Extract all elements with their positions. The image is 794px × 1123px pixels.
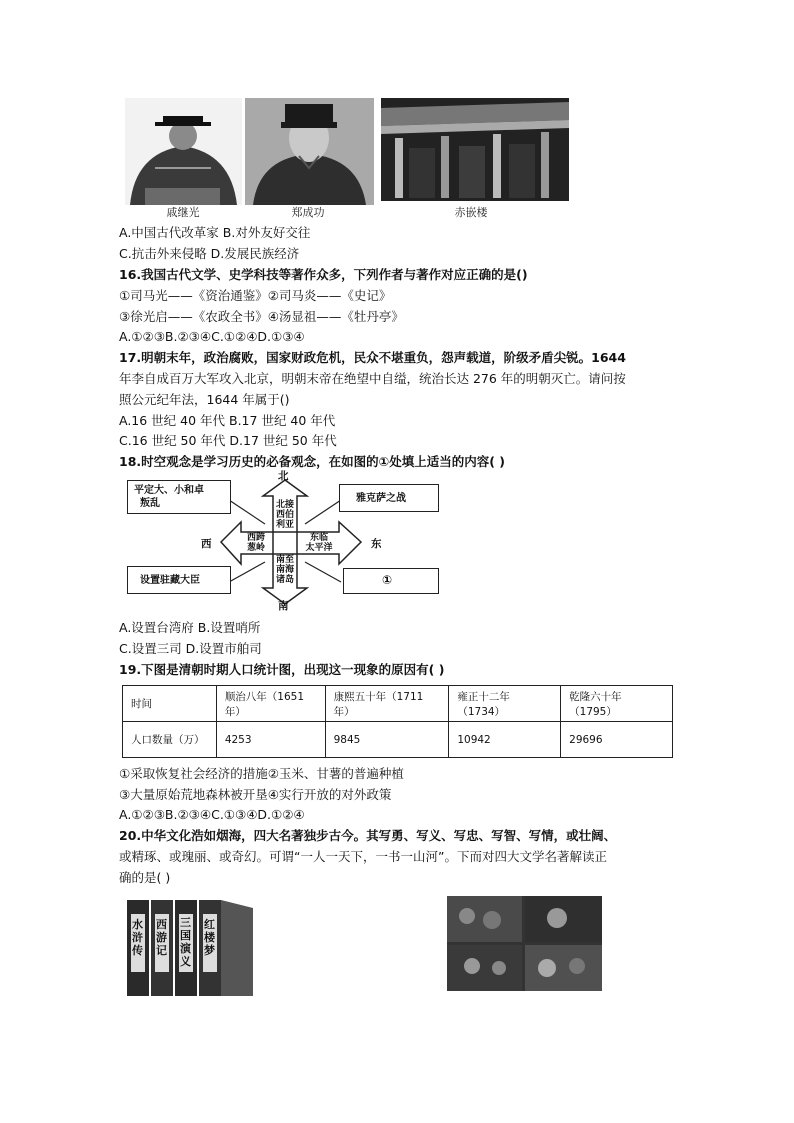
q17-options-line1: A.16 世纪 40 年代 B.17 世纪 40 年代 — [119, 413, 336, 428]
table-cell: 10942 — [449, 722, 561, 758]
four-classics-books-image — [127, 898, 255, 998]
label-west: 西 — [201, 538, 212, 550]
arrow-north-text-2: 西伯 — [275, 510, 294, 520]
arrow-north-text-3: 利亚 — [275, 520, 294, 530]
qi-jiguang-portrait — [125, 98, 242, 205]
q17-stem-line1: 17.明朝末年，政治腐败，国家财政危机，民众不堪重负，怨声载道，阶级矛盾尖锐。1644 — [119, 350, 626, 365]
table-cell: 人口数量（万） — [123, 722, 217, 758]
book-title-1: 水浒传 — [132, 918, 143, 957]
arrow-east-text-1: 东临 — [309, 533, 328, 543]
caption-zheng-chenggong: 郑成功 — [291, 206, 325, 219]
box-bottom-right: ① — [343, 568, 439, 594]
arrow-south-text-3: 诸岛 — [275, 575, 294, 585]
zheng-chenggong-figure-icon — [245, 98, 374, 205]
q16-items-line1: ①司马光——《资治通鉴》②司马炎——《史记》 — [119, 288, 392, 303]
arrow-south-text-2: 南海 — [275, 565, 294, 575]
q17-stem-line2: 年李自成百万大军攻入北京，明朝末帝在绝望中自缢，统治长达 276 年的明朝灭亡。请问按 — [119, 371, 626, 386]
label-south: 南 — [278, 600, 289, 612]
q19-options: A.①②③B.②③④C.①③④D.①②④ — [119, 807, 305, 822]
table-cell: 雍正十二年（1734） — [449, 686, 561, 722]
table-cell: 康熙五十年（1711 年） — [325, 686, 449, 722]
zheng-chenggong-portrait — [245, 98, 374, 205]
q17-options-line2: C.16 世纪 50 年代 D.17 世纪 50 年代 — [119, 433, 337, 448]
arrow-east-text-2: 太平洋 — [305, 543, 333, 553]
q16-options: A.①②③B.②③④C.①②④D.①③④ — [119, 329, 305, 344]
table-row — [123, 722, 673, 758]
q20-stem-line2: 或精琢、或瑰丽、或奇幻。可谓“一人一天下，一书一山河”。下而对四大文学名著解读正 — [119, 849, 607, 864]
arrow-west-text-1: 西跨 — [246, 533, 265, 543]
label-east: 东 — [371, 538, 382, 550]
box-bottom-left: 设置驻藏大臣 — [127, 566, 231, 594]
q18-stem: 18.时空观念是学习历史的必备观念，在如图的①处填上适当的内容( ) — [119, 454, 506, 469]
q16-stem: 16.我国古代文学、史学科技等著作众多，下列作者与著作对应正确的是() — [119, 267, 528, 282]
q17-stem-line3: 照公元纪年法，1644 年属于() — [119, 392, 290, 407]
table-cell: 29696 — [561, 722, 673, 758]
arrow-west-text — [241, 533, 271, 553]
arrow-north-text-1: 北接 — [275, 500, 294, 510]
table-cell: 时间 — [123, 686, 217, 722]
q18-options-line1: A.设置台湾府 B.设置哨所 — [119, 620, 261, 635]
q18-territory-diagram — [125, 470, 445, 612]
q19-items-line1: ①采取恢复社会经济的措施②玉米、甘薯的普遍种植 — [119, 766, 404, 781]
table-cell: 乾隆六十年（1795） — [561, 686, 673, 722]
arrow-south-text — [273, 555, 297, 585]
film-stills-icon — [447, 896, 602, 991]
table-header-row — [123, 686, 673, 722]
q16-items-line2: ③徐光启——《农政全书》④汤显祖——《牡丹亭》 — [119, 309, 404, 324]
q20-stem-line3: 确的是( ) — [119, 870, 171, 885]
label-north: 北 — [278, 470, 289, 482]
box-top-right: 雅克萨之战 — [339, 484, 439, 512]
qi-jiguang-figure-icon — [125, 98, 242, 205]
arrow-north-text — [273, 500, 297, 530]
arrow-west-text-2: 葱岭 — [246, 543, 265, 553]
chikan-tower-building-icon — [381, 98, 569, 201]
table-cell: 9845 — [325, 722, 449, 758]
book-title-4: 红楼梦 — [204, 918, 215, 957]
film-stills-collage — [447, 896, 602, 991]
q15-options-line2: C.抗击外来侵略 D.发展民族经济 — [119, 246, 300, 261]
q15-options-line1: A.中国古代改革家 B.对外友好交往 — [119, 225, 311, 240]
q18-options-line2: C.设置三司 D.设置市舶司 — [119, 641, 262, 656]
box-top-left-text-2: 叛乱 — [140, 498, 160, 509]
caption-chikan-tower: 赤嵌楼 — [454, 206, 488, 219]
q20-stem-line1: 20.中华文化浩如烟海，四大名著独步古今。其写勇、写义、写忠、写智、写情，或壮阔、 — [119, 828, 617, 843]
box-top-left — [127, 480, 231, 514]
q19-items-line2: ③大量原始荒地森林被开垦④实行开放的对外政策 — [119, 787, 392, 802]
caption-qi-jiguang: 戚继光 — [166, 206, 200, 219]
arrow-east-text — [299, 533, 339, 553]
population-table — [122, 685, 673, 758]
arrow-south-text-1: 南至 — [275, 555, 294, 565]
book-title-2: 西游记 — [156, 918, 167, 957]
q19-stem: 19.下图是清朝时期人口统计图，出现这一现象的原因有( ) — [119, 662, 445, 677]
book-title-3: 三国演义 — [180, 916, 191, 968]
chikan-tower-photo — [381, 98, 569, 201]
table-cell: 顺治八年（1651 年） — [216, 686, 325, 722]
box-top-left-text-1: 平定大、小和卓 — [134, 485, 204, 496]
table-cell: 4253 — [216, 722, 325, 758]
